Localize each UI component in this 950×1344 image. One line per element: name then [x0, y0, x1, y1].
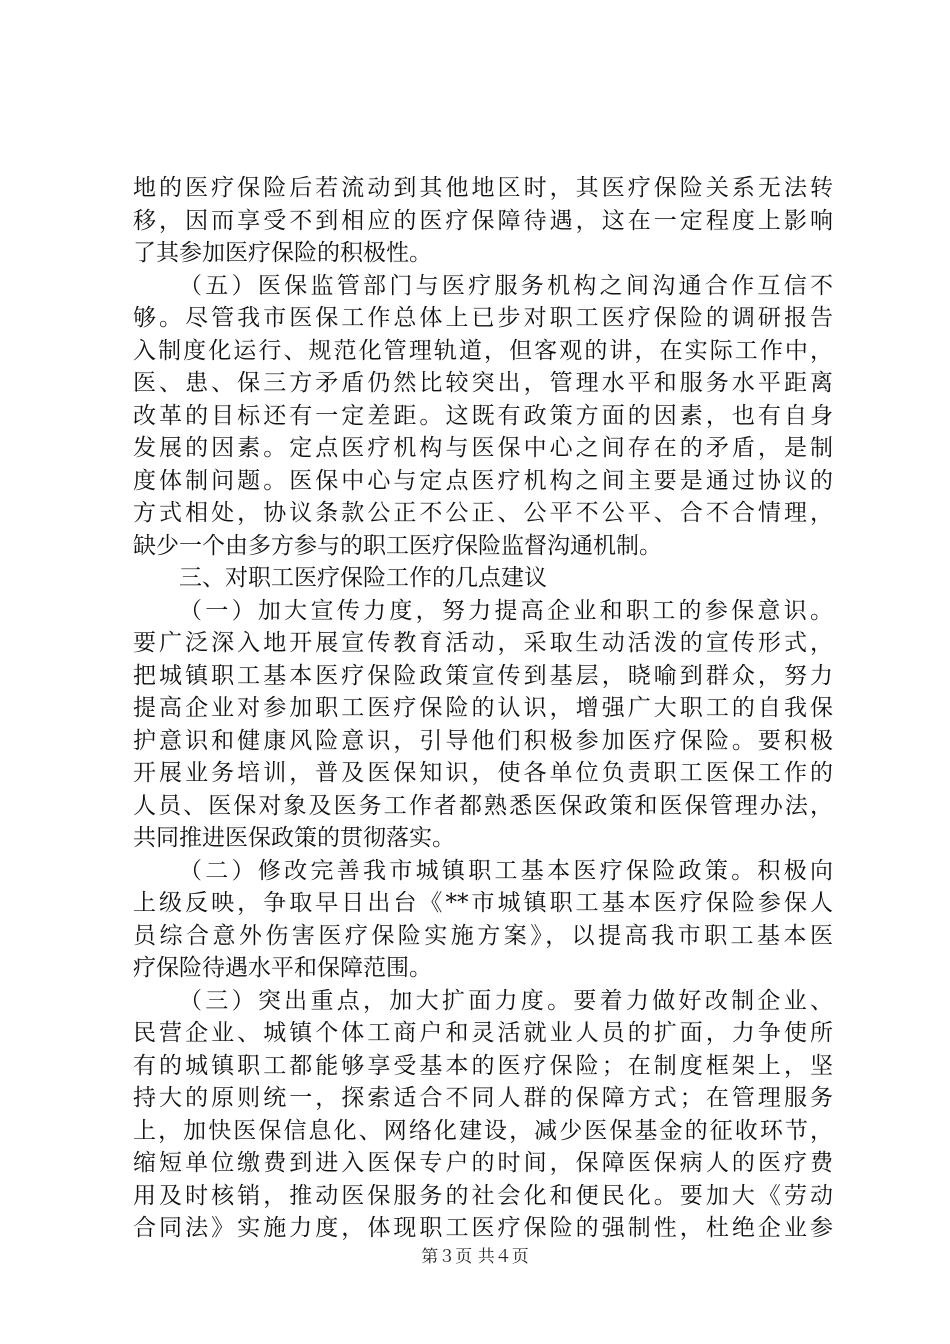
text-line: 有的城镇职工都能够享受基本的医疗保险；在制度框架上，坚	[133, 1052, 833, 1079]
text-line: 开展业务培训，普及医保知识，使各单位负责职工医保工作的	[133, 760, 833, 786]
text-line: 疗保险待遇水平和保障范围。	[133, 955, 432, 981]
body-text	[133, 172, 833, 1245]
text-line: 入制度化运行、规范化管理轨道，但客观的讲，在实际工作中，	[133, 337, 833, 364]
text-line: （三）突出重点，加大扩面力度。要着力做好改制企业、	[179, 987, 833, 1014]
text-line: 持大的原则统一，探索适合不同人群的保障方式；在管理服务	[133, 1085, 833, 1111]
text-line: 人员、医保对象及医务工作者都熟悉医保政策和医保管理办法，	[133, 792, 833, 819]
text-line: 缩短单位缴费到进入医保专户的时间，保障医保病人的医疗费	[133, 1150, 833, 1176]
text-line: 护意识和健康风险意识，引导他们积极参加医疗保险。要积极	[133, 727, 833, 754]
text-line: 地的医疗保险后若流动到其他地区时，其医疗保险关系无法转	[133, 175, 833, 201]
text-line: 移，因而享受不到相应的医疗保障待遇，这在一定程度上影响	[133, 207, 833, 234]
text-line: 上，加快医保信息化、网络化建设，减少医保基金的征收环节，	[133, 1117, 833, 1144]
page-footer	[0, 1242, 950, 1267]
text-line: 用及时核销，推动医保服务的社会化和便民化。要加大《劳动	[133, 1182, 833, 1209]
text-line: （一）加大宣传力度，努力提高企业和职工的参保意识。	[179, 597, 833, 624]
text-line: 了其参加医疗保险的积极性。	[133, 240, 432, 266]
text-line: （五）医保监管部门与医疗服务机构之间沟通合作互信不	[179, 272, 833, 299]
section-heading: 三、对职工医疗保险工作的几点建议	[179, 565, 547, 591]
text-line: 共同推进医保政策的贯彻落实。	[133, 825, 455, 851]
text-line: 发展的因素。定点医疗机构与医保中心之间存在的矛盾，是制	[133, 435, 833, 461]
text-line: （二）修改完善我市城镇职工基本医疗保险政策。积极向	[179, 857, 833, 884]
text-line: 提高企业对参加职工医疗保险的认识，增强广大职工的自我保	[133, 695, 833, 721]
text-line: 方式相处，协议条款公正不公正、公平不公平、合不合情理，	[133, 500, 833, 526]
text-line: 要广泛深入地开展宣传教育活动，采取生动活泼的宣传形式，	[133, 630, 833, 656]
text-line: 上级反映，争取早日出台《**市城镇职工基本医疗保险参保人	[133, 890, 833, 916]
text-line: 够。尽管我市医保工作总体上已步对职工医疗保险的调研报告	[133, 305, 833, 331]
text-line: 改革的目标还有一定差距。这既有政策方面的因素，也有自身	[133, 402, 833, 429]
text-line: 员综合意外伤害医疗保险实施方案》，以提高我市职工基本医	[133, 922, 833, 949]
text-line: 合同法》实施力度，体现职工医疗保险的强制性，杜绝企业参	[133, 1215, 833, 1241]
text-line: 度体制问题。医保中心与定点医疗机构之间主要是通过协议的	[133, 467, 833, 494]
text-line: 缺少一个由多方参与的职工医疗保险监督沟通机制。	[133, 532, 662, 559]
page-number-label: 第３页 共４页	[421, 1247, 529, 1267]
text-line: 医、患、保三方矛盾仍然比较突出，管理水平和服务水平距离	[133, 370, 833, 396]
text-line: 把城镇职工基本医疗保险政策宣传到基层，晓喻到群众，努力	[133, 662, 833, 689]
text-line: 民营企业、城镇个体工商户和灵活就业人员的扩面，力争使所	[133, 1020, 833, 1046]
